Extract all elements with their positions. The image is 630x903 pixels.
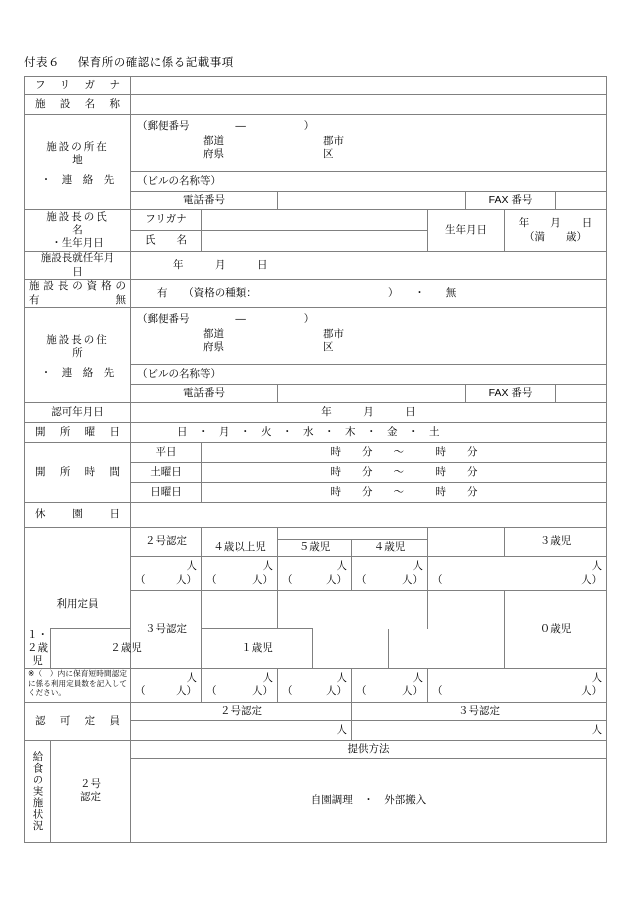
value-hours-saturday[interactable]: 時 分 〜 時 分 [202,463,607,483]
label-opening-days: 開所曜日 [25,423,131,443]
value-facility-tel[interactable] [278,192,466,210]
header-capacity-0y: ０歳児 [505,591,607,669]
header-capacity-spacer-5 [313,629,389,669]
header-capacity-group2: ２号認定 [131,528,202,557]
label-facility-address: 施設の所在 地 ・ 連 絡 先 [25,115,131,210]
value-director-tel[interactable] [278,385,466,403]
label-capacity: 利用定員 [25,528,131,629]
capacity-paren: （ 人） [282,573,348,586]
table-row-opening-days [25,423,607,443]
value-meals-method[interactable]: 自園調理 ・ 外部搬入 [131,758,607,842]
value-furigana[interactable] [131,77,607,95]
table-row-opening-hours-weekday [25,443,607,463]
header-capacity-4up: ４歳以上児 [202,539,278,557]
value-director-address[interactable] [131,308,607,365]
postal-code-line [131,119,606,134]
label-approval-date: 認可年月日 [25,403,131,423]
capacity-paren: （ 人） [356,573,424,586]
value-capacity-group3[interactable]: 人 （ 人） [131,668,202,702]
table-row-appointment-date [25,252,607,280]
table-row-meals-header [25,740,607,758]
value-appointment-date[interactable]: 年 月 日 [131,252,607,280]
table-row-furigana [25,77,607,95]
label-director-fullname: 氏 名 [131,231,202,252]
value-authorized-group2[interactable]: 人 [131,720,352,740]
postal-suffix: ） [303,120,315,133]
label-director-tel: 電話番号 [131,385,278,403]
page-title: 保育所の確認に係る記載事項 [77,57,234,69]
value-authorized-group3[interactable]: 人 [352,720,607,740]
label-appointment-date: 施設長就任年月 日 [25,252,131,280]
capacity-paren: （ 人） [282,685,348,698]
label-hours-weekday: 平日 [131,443,202,463]
header-capacity-3y: ３歳児 [505,528,607,557]
header-capacity-group3: ３号認定 [131,591,202,669]
capacity-note: ※（ ）内に保育短時間認定に係る利用定員数を記入してください。 [25,668,131,702]
value-approval-date[interactable]: 年 月 日 [131,403,607,423]
postal-code-line-director [131,312,606,327]
building-name-label: （ビルの名称等） [137,174,222,187]
label-director-address: 施設長の住 所 ・ 連 絡 先 [25,308,131,403]
label-furigana: フリガナ [25,77,131,95]
value-capacity-1y[interactable]: 人 （ 人） [352,668,428,702]
postal-prefix-director: （郵便番号 [137,313,190,326]
label-hours-saturday: 土曜日 [131,463,202,483]
value-facility-address[interactable] [131,115,607,172]
capacity-paren: （ 人） [206,685,274,698]
building-name-label-director: （ビルの名称等） [137,367,222,380]
capacity-paren: （ 人） [135,685,198,698]
table-row-facility-name [25,95,607,115]
city-label: 郡市 区 [323,134,345,160]
postal-dash-director: ― [235,313,246,326]
postal-dash: ― [235,120,246,133]
form-number: 付表６ [24,57,60,69]
city-label-director: 郡市 区 [323,327,345,353]
header-authorized-group3: ３号認定 [352,702,607,720]
capacity-paren: （ 人） [135,573,198,586]
value-director-fax[interactable] [556,385,607,403]
header-capacity-spacer-2 [278,528,428,540]
header-capacity-spacer-4 [278,591,428,629]
header-meals-method: 提供方法 [131,740,607,758]
label-facility-tel: 電話番号 [131,192,278,210]
label-facility-name: 施設名称 [25,95,131,115]
value-opening-days[interactable]: 日 ・ 月 ・ 火 ・ 水 ・ 木 ・ 金 ・ 土 [131,423,607,443]
label-authorized-capacity: 認可定員 [25,702,131,740]
label-director-furigana: フリガナ [131,210,202,231]
address-grid-director [131,328,606,360]
form-title-row [24,54,608,70]
value-director-furigana[interactable] [202,210,428,231]
table-row-approval-date [25,403,607,423]
value-hours-sunday[interactable]: 時 分 〜 時 分 [202,483,607,503]
label-meals-status: 給食の実施状況 [25,740,51,842]
capacity-paren: （ 人） [432,573,603,586]
label-qualification: 施設長の資格の 有 無 [25,280,131,308]
value-capacity-4y[interactable]: 人 （ 人） [352,557,428,591]
capacity-paren: （ 人） [432,685,603,698]
header-capacity-4y: ４歳児 [352,539,428,557]
capacity-paren: （ 人） [206,573,274,586]
value-director-name[interactable] [202,231,428,252]
header-capacity-12y: １・２歳児 [25,629,51,669]
header-authorized-group2: ２号認定 [131,702,352,720]
header-capacity-1y: １歳児 [202,629,313,669]
header-capacity-spacer-3 [428,539,505,557]
label-facility-fax: FAX 番号 [466,192,556,210]
header-capacity-12y-top [202,591,278,629]
table-row-capacity-g2-header [25,528,607,540]
header-capacity-3y-top [428,528,505,540]
value-facility-name[interactable] [131,95,607,115]
value-qualification[interactable]: 有 （資格の種類： ） ・ 無 [131,280,607,308]
label-director-name: 施設長の氏 名 ・生年月日 [25,210,131,252]
label-hours-sunday: 日曜日 [131,483,202,503]
value-capacity-5y[interactable]: 人 （ 人） [278,557,352,591]
prefecture-label-director: 都道 府県 [203,327,225,353]
value-capacity-4up[interactable]: 人 （ 人） [202,557,278,591]
value-capacity-0y[interactable]: 人 （ 人） [428,668,607,702]
postal-prefix: （郵便番号 [137,120,190,133]
postal-suffix-director: ） [303,313,315,326]
value-capacity-2y[interactable]: 人 （ 人） [278,668,352,702]
value-hours-weekday[interactable]: 時 分 〜 時 分 [202,443,607,463]
prefecture-label: 都道 府県 [203,134,225,160]
table-row-director-address [25,308,607,365]
value-capacity-group2[interactable]: 人 （ 人） [131,557,202,591]
capacity-paren: （ 人） [356,685,424,698]
value-capacity-3y[interactable]: 人 （ 人） [428,557,607,591]
value-closed-days[interactable] [131,503,607,528]
main-form-table [24,76,607,843]
table-row-capacity-g3-values [25,668,607,702]
value-director-building[interactable] [131,365,607,385]
label-director-fax: FAX 番号 [466,385,556,403]
value-facility-fax[interactable] [556,192,607,210]
table-row-qualification [25,280,607,308]
table-row-closed-days [25,503,607,528]
header-capacity-0y-top [428,591,505,629]
value-capacity-12y[interactable]: 人 （ 人） [202,668,278,702]
label-closed-days: 休園日 [25,503,131,528]
value-facility-building[interactable] [131,172,607,192]
header-capacity-4up-top [202,528,278,540]
label-opening-hours: 開所時間 [25,443,131,503]
table-row-facility-address [25,115,607,172]
header-capacity-5y: ５歳児 [278,539,352,557]
address-grid [131,135,606,167]
header-capacity-2y: ２歳児 [51,629,202,669]
table-row-director-furigana [25,210,607,231]
label-meals-certification: ２号 認定 [51,740,131,842]
value-director-birth[interactable]: 年 月 日 （満 歳） [505,210,607,252]
label-director-birth: 生年月日 [428,210,505,252]
table-row-authorized-header [25,702,607,720]
